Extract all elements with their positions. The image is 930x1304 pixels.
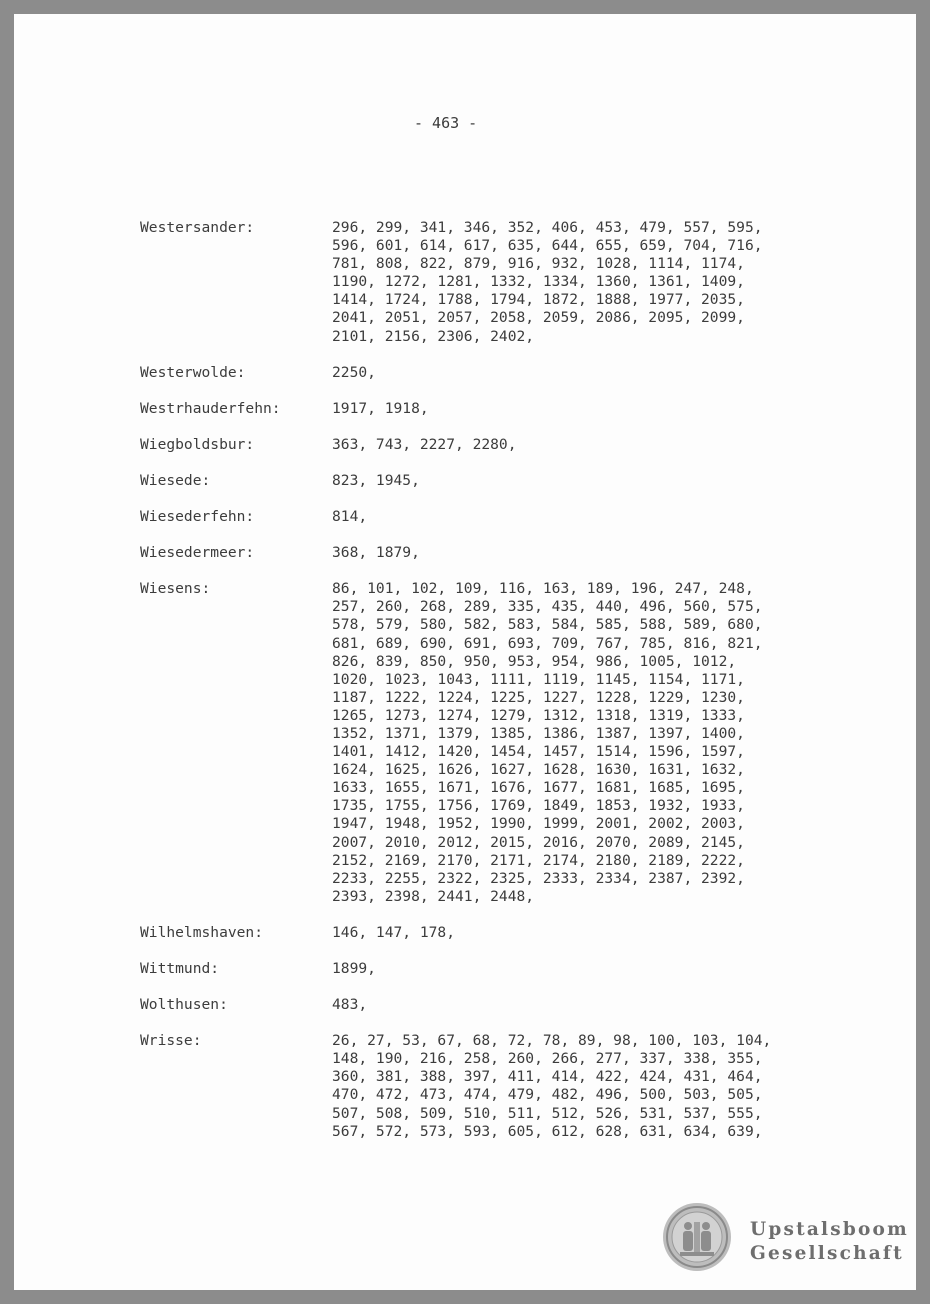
reference-line: 1187, 1222, 1224, 1225, 1227, 1228, 1229, 1230, [332, 688, 745, 706]
reference-line: 1947, 1948, 1952, 1990, 1999, 2001, 2002, 2003, [332, 815, 745, 833]
index-entry [140, 960, 900, 978]
index-entry [140, 924, 900, 942]
reference-line: 823, 1945, [332, 471, 420, 489]
reference-line: 2152, 2169, 2170, 2171, 2174, 2180, 2189, 2222, [332, 851, 745, 869]
reference-line: 296, 299, 341, 346, 352, 406, 453, 479, 557, 595, [332, 219, 763, 236]
place-name: Wiesederfehn: [140, 508, 255, 526]
place-name: Wiesede: [140, 471, 211, 489]
reference-numbers [332, 508, 900, 526]
reference-line: 1352, 1371, 1379, 1385, 1386, 1387, 1397, 1400, [332, 724, 745, 742]
reference-line: 2250, [332, 363, 376, 381]
reference-line: 368, 1879, [332, 544, 420, 562]
place-name: Wittmund: [140, 960, 220, 977]
reference-line: 2041, 2051, 2057, 2058, 2059, 2086, 2095, 2099, [332, 309, 745, 327]
index-entry [140, 508, 900, 526]
place-name: Westerwolde: [140, 363, 246, 381]
reference-numbers [332, 960, 900, 978]
index-entry [140, 996, 900, 1014]
reference-numbers [332, 400, 900, 418]
reference-line: 1735, 1755, 1756, 1769, 1849, 1853, 1932, 1933, [332, 797, 745, 815]
reference-numbers [332, 996, 900, 1014]
reference-line: 1633, 1655, 1671, 1676, 1677, 1681, 1685, 1695, [332, 779, 745, 797]
reference-numbers [332, 544, 900, 562]
index-entry [140, 580, 900, 906]
reference-line: 1899, [332, 960, 376, 977]
reference-line: 507, 508, 509, 510, 511, 512, 526, 531, 537, 555, [332, 1104, 763, 1122]
place-name: Wiesens: [140, 580, 211, 598]
reference-line: 483, [332, 996, 368, 1014]
reference-numbers [332, 924, 900, 942]
society-seal-icon [662, 1202, 732, 1272]
reference-line: 781, 808, 822, 879, 916, 932, 1028, 1114, 1174, [332, 255, 745, 273]
reference-numbers [332, 580, 900, 906]
logo-line-1: Upstalsboom [750, 1219, 909, 1240]
reference-line: 1020, 1023, 1043, 1111, 1119, 1145, 1154, 1171, [332, 670, 745, 688]
reference-numbers [332, 436, 900, 454]
reference-numbers [332, 364, 900, 382]
reference-line: 826, 839, 850, 950, 953, 954, 986, 1005, 1012, [332, 652, 737, 670]
reference-numbers [332, 1032, 900, 1141]
reference-line: 2233, 2255, 2322, 2325, 2333, 2334, 2387, 2392, [332, 869, 745, 887]
reference-line: 1414, 1724, 1788, 1794, 1872, 1888, 1977, 2035, [332, 291, 745, 309]
reference-line: 1265, 1273, 1274, 1279, 1312, 1318, 1319, 1333, [332, 706, 745, 724]
reference-line: 578, 579, 580, 582, 583, 584, 585, 588, 589, 680, [332, 616, 763, 634]
place-name: Wiesedermeer: [140, 544, 255, 562]
place-name: Westersander: [140, 219, 255, 236]
page-number: - 463 - [414, 114, 478, 132]
place-name: Wilhelmshaven: [140, 923, 264, 941]
reference-numbers [332, 472, 900, 490]
index-entry [140, 472, 900, 490]
index-entry [140, 400, 900, 418]
reference-line: 26, 27, 53, 67, 68, 72, 78, 89, 98, 100, 103, 104, [332, 1032, 772, 1050]
reference-line: 681, 689, 690, 691, 693, 709, 767, 785, 816, 821, [332, 634, 763, 652]
place-name: Westrhauderfehn: [140, 399, 281, 417]
logo-line-2: Gesellschaft [750, 1243, 904, 1264]
index-entry [140, 436, 900, 454]
place-name: Wiegboldsbur: [140, 435, 255, 453]
reference-line: 257, 260, 268, 289, 335, 435, 440, 496, 560, 575, [332, 598, 763, 616]
reference-line: 1401, 1412, 1420, 1454, 1457, 1514, 1596, 1597, [332, 743, 745, 761]
index-entry [140, 1032, 900, 1141]
reference-line: 2101, 2156, 2306, 2402, [332, 327, 535, 345]
reference-line: 2393, 2398, 2441, 2448, [332, 887, 535, 905]
index-entries [140, 219, 900, 1159]
document-page [14, 14, 916, 1290]
reference-line: 2007, 2010, 2012, 2015, 2016, 2070, 2089, 2145, [332, 833, 745, 851]
index-entry [140, 364, 900, 382]
reference-line: 148, 190, 216, 258, 260, 266, 277, 337, 338, 355, [332, 1050, 763, 1068]
reference-line: 596, 601, 614, 617, 635, 644, 655, 659, 704, 716, [332, 237, 763, 255]
reference-line: 360, 381, 388, 397, 411, 414, 422, 424, 431, 464, [332, 1068, 763, 1086]
reference-line: 1190, 1272, 1281, 1332, 1334, 1360, 1361, 1409, [332, 273, 745, 291]
reference-line: 814, [332, 508, 368, 526]
reference-line: 86, 101, 102, 109, 116, 163, 189, 196, 247, 248, [332, 580, 754, 598]
reference-line: 470, 472, 473, 474, 479, 482, 496, 500, 503, 505, [332, 1086, 763, 1104]
reference-line: 146, 147, 178, [332, 923, 456, 941]
society-logo-text [750, 1218, 909, 1266]
reference-line: 1624, 1625, 1626, 1627, 1628, 1630, 1631, 1632, [332, 761, 745, 779]
reference-numbers [332, 219, 900, 346]
place-name: Wolthusen: [140, 996, 228, 1014]
index-entry [140, 219, 900, 346]
index-entry [140, 544, 900, 562]
reference-line: 567, 572, 573, 593, 605, 612, 628, 631, 634, 639, [332, 1122, 763, 1140]
place-name: Wrisse: [140, 1032, 202, 1050]
reference-line: 1917, 1918, [332, 399, 429, 417]
reference-line: 363, 743, 2227, 2280, [332, 435, 517, 453]
